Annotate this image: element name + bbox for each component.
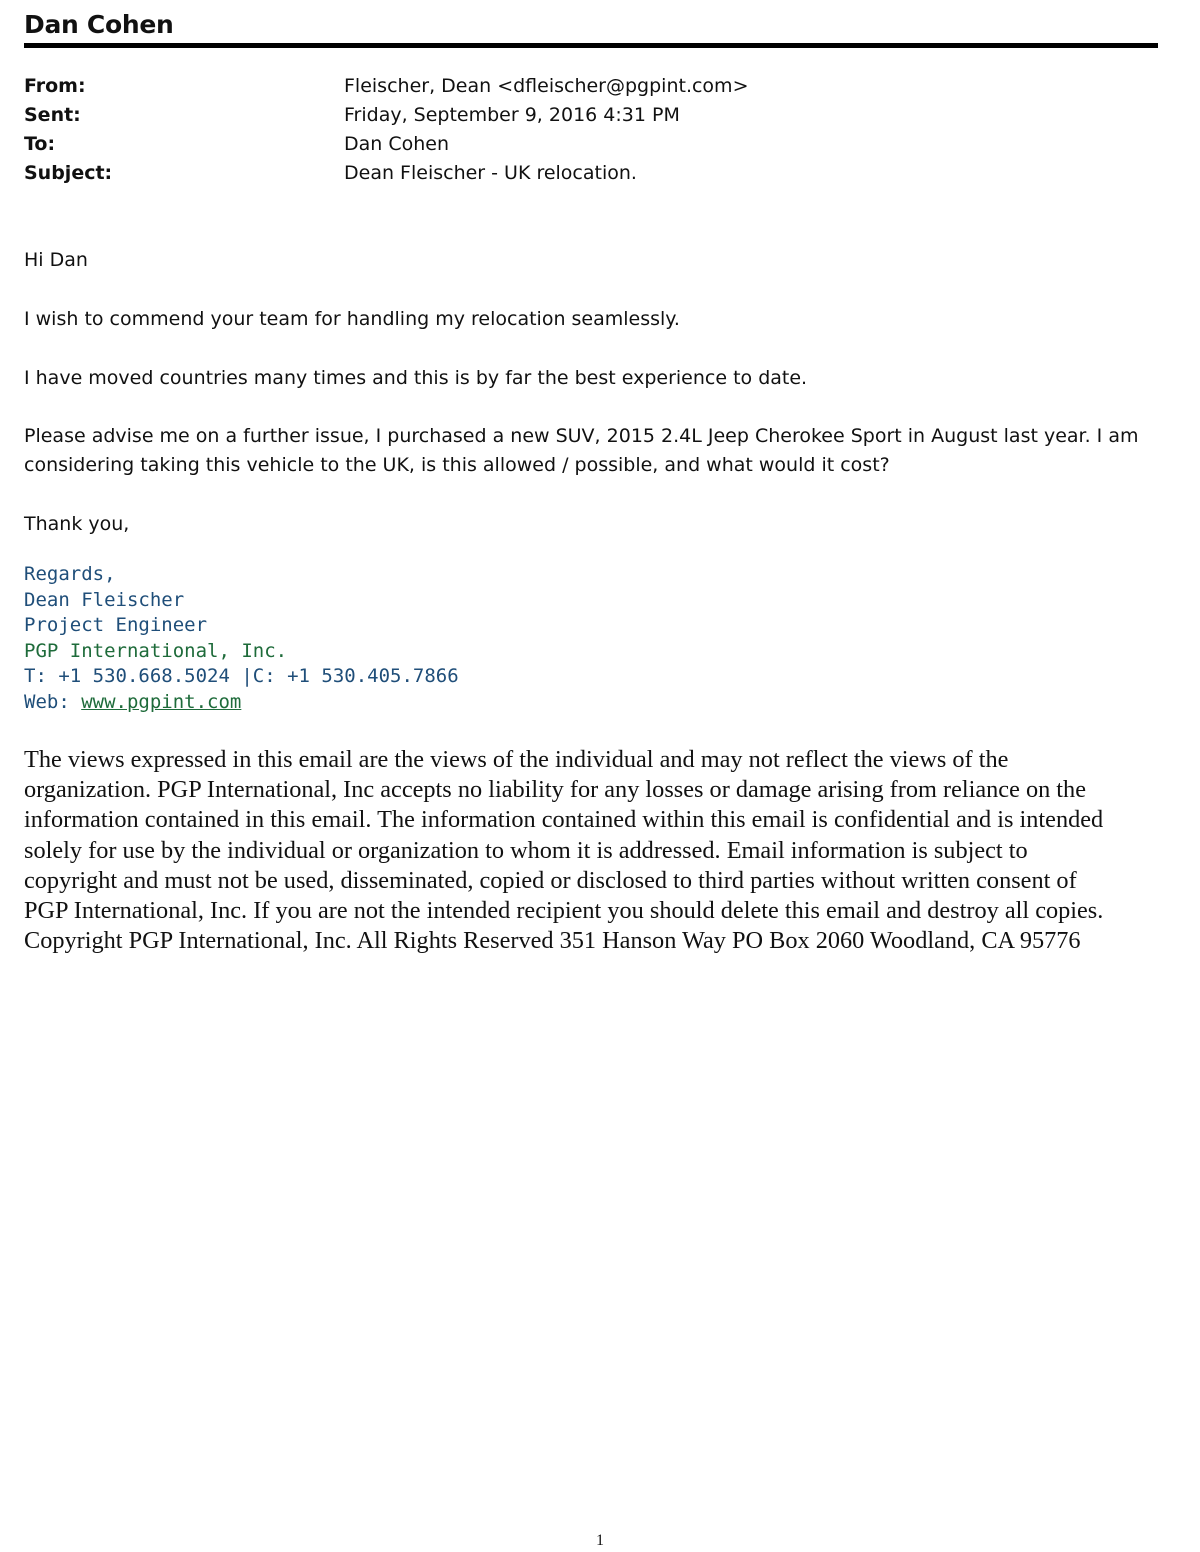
closing: Thank you,: [24, 513, 130, 535]
header-row-to: [24, 133, 1158, 162]
header-row-sent: [24, 104, 1158, 133]
website-link[interactable]: www.pgpint.com: [81, 690, 242, 713]
header-row-from: [24, 75, 1158, 104]
email-signature: [24, 562, 459, 715]
disclaimer-line: PGP International, Inc. If you are not the intended recipient you should delete this email and destroy all copies.: [24, 897, 1104, 925]
paragraph-vehicle-question-line-1: Please advise me on a further issue, I purchased a new SUV, 2015 2.4L Jeep Cherokee Sport in August last year. I am: [24, 425, 1139, 447]
page-number: 1: [596, 1532, 604, 1549]
signature-web: [24, 690, 459, 716]
legal-disclaimer: [24, 745, 1164, 956]
sent-label: Sent:: [24, 104, 81, 126]
greeting: Hi Dan: [24, 249, 88, 271]
paragraph-commendation: I wish to commend your team for handling my relocation seamlessly.: [24, 308, 680, 330]
signature-title: Project Engineer: [24, 614, 208, 636]
signature-regards: Regards,: [24, 563, 116, 585]
disclaimer-line: information contained in this email. The information contained within this email is confidential and is intended: [24, 806, 1104, 834]
from-value: Fleischer, Dean <dfleischer@pgpint.com>: [344, 75, 749, 97]
disclaimer-line: The views expressed in this email are the views of the individual and may not reflect the views of the: [24, 746, 1009, 773]
disclaimer-line: solely for use by the individual or organization to whom it is addressed. Email information is subject to: [24, 836, 1028, 864]
from-label: From:: [24, 75, 86, 97]
to-value: Dan Cohen: [344, 133, 450, 155]
to-label: To:: [24, 133, 56, 155]
signature-web-label: Web:: [24, 690, 82, 713]
header-divider: [24, 43, 1158, 48]
signature-company: PGP International, Inc.: [24, 639, 288, 662]
paragraph-vehicle-question-line-2: considering taking this vehicle to the UK, is this allowed / possible, and what would it cost?: [24, 454, 890, 476]
signature-name: Dean Fleischer: [24, 588, 185, 611]
subject-value: Dean Fleischer - UK relocation.: [344, 162, 637, 184]
disclaimer-line: copyright and must not be used, disseminated, copied or disclosed to third parties without written consent of: [24, 866, 1077, 894]
paragraph-experience: I have moved countries many times and this is by far the best experience to date.: [24, 367, 808, 389]
disclaimer-line: organization. PGP International, Inc accepts no liability for any losses or damage arising from reliance on the: [24, 776, 1086, 804]
header-row-subject: [24, 162, 1158, 191]
signature-phone: T: +1 530.668.5024 |C: +1 530.405.7866: [24, 665, 459, 687]
disclaimer-line: Copyright PGP International, Inc. All Rights Reserved 351 Hanson Way PO Box 2060 Woodland, CA 95776: [24, 927, 1081, 955]
sent-value: Friday, September 9, 2016 4:31 PM: [344, 104, 680, 126]
subject-label: Subject:: [24, 162, 113, 184]
mailbox-owner-name: Dan Cohen: [24, 10, 174, 39]
email-header-block: [24, 75, 1158, 191]
